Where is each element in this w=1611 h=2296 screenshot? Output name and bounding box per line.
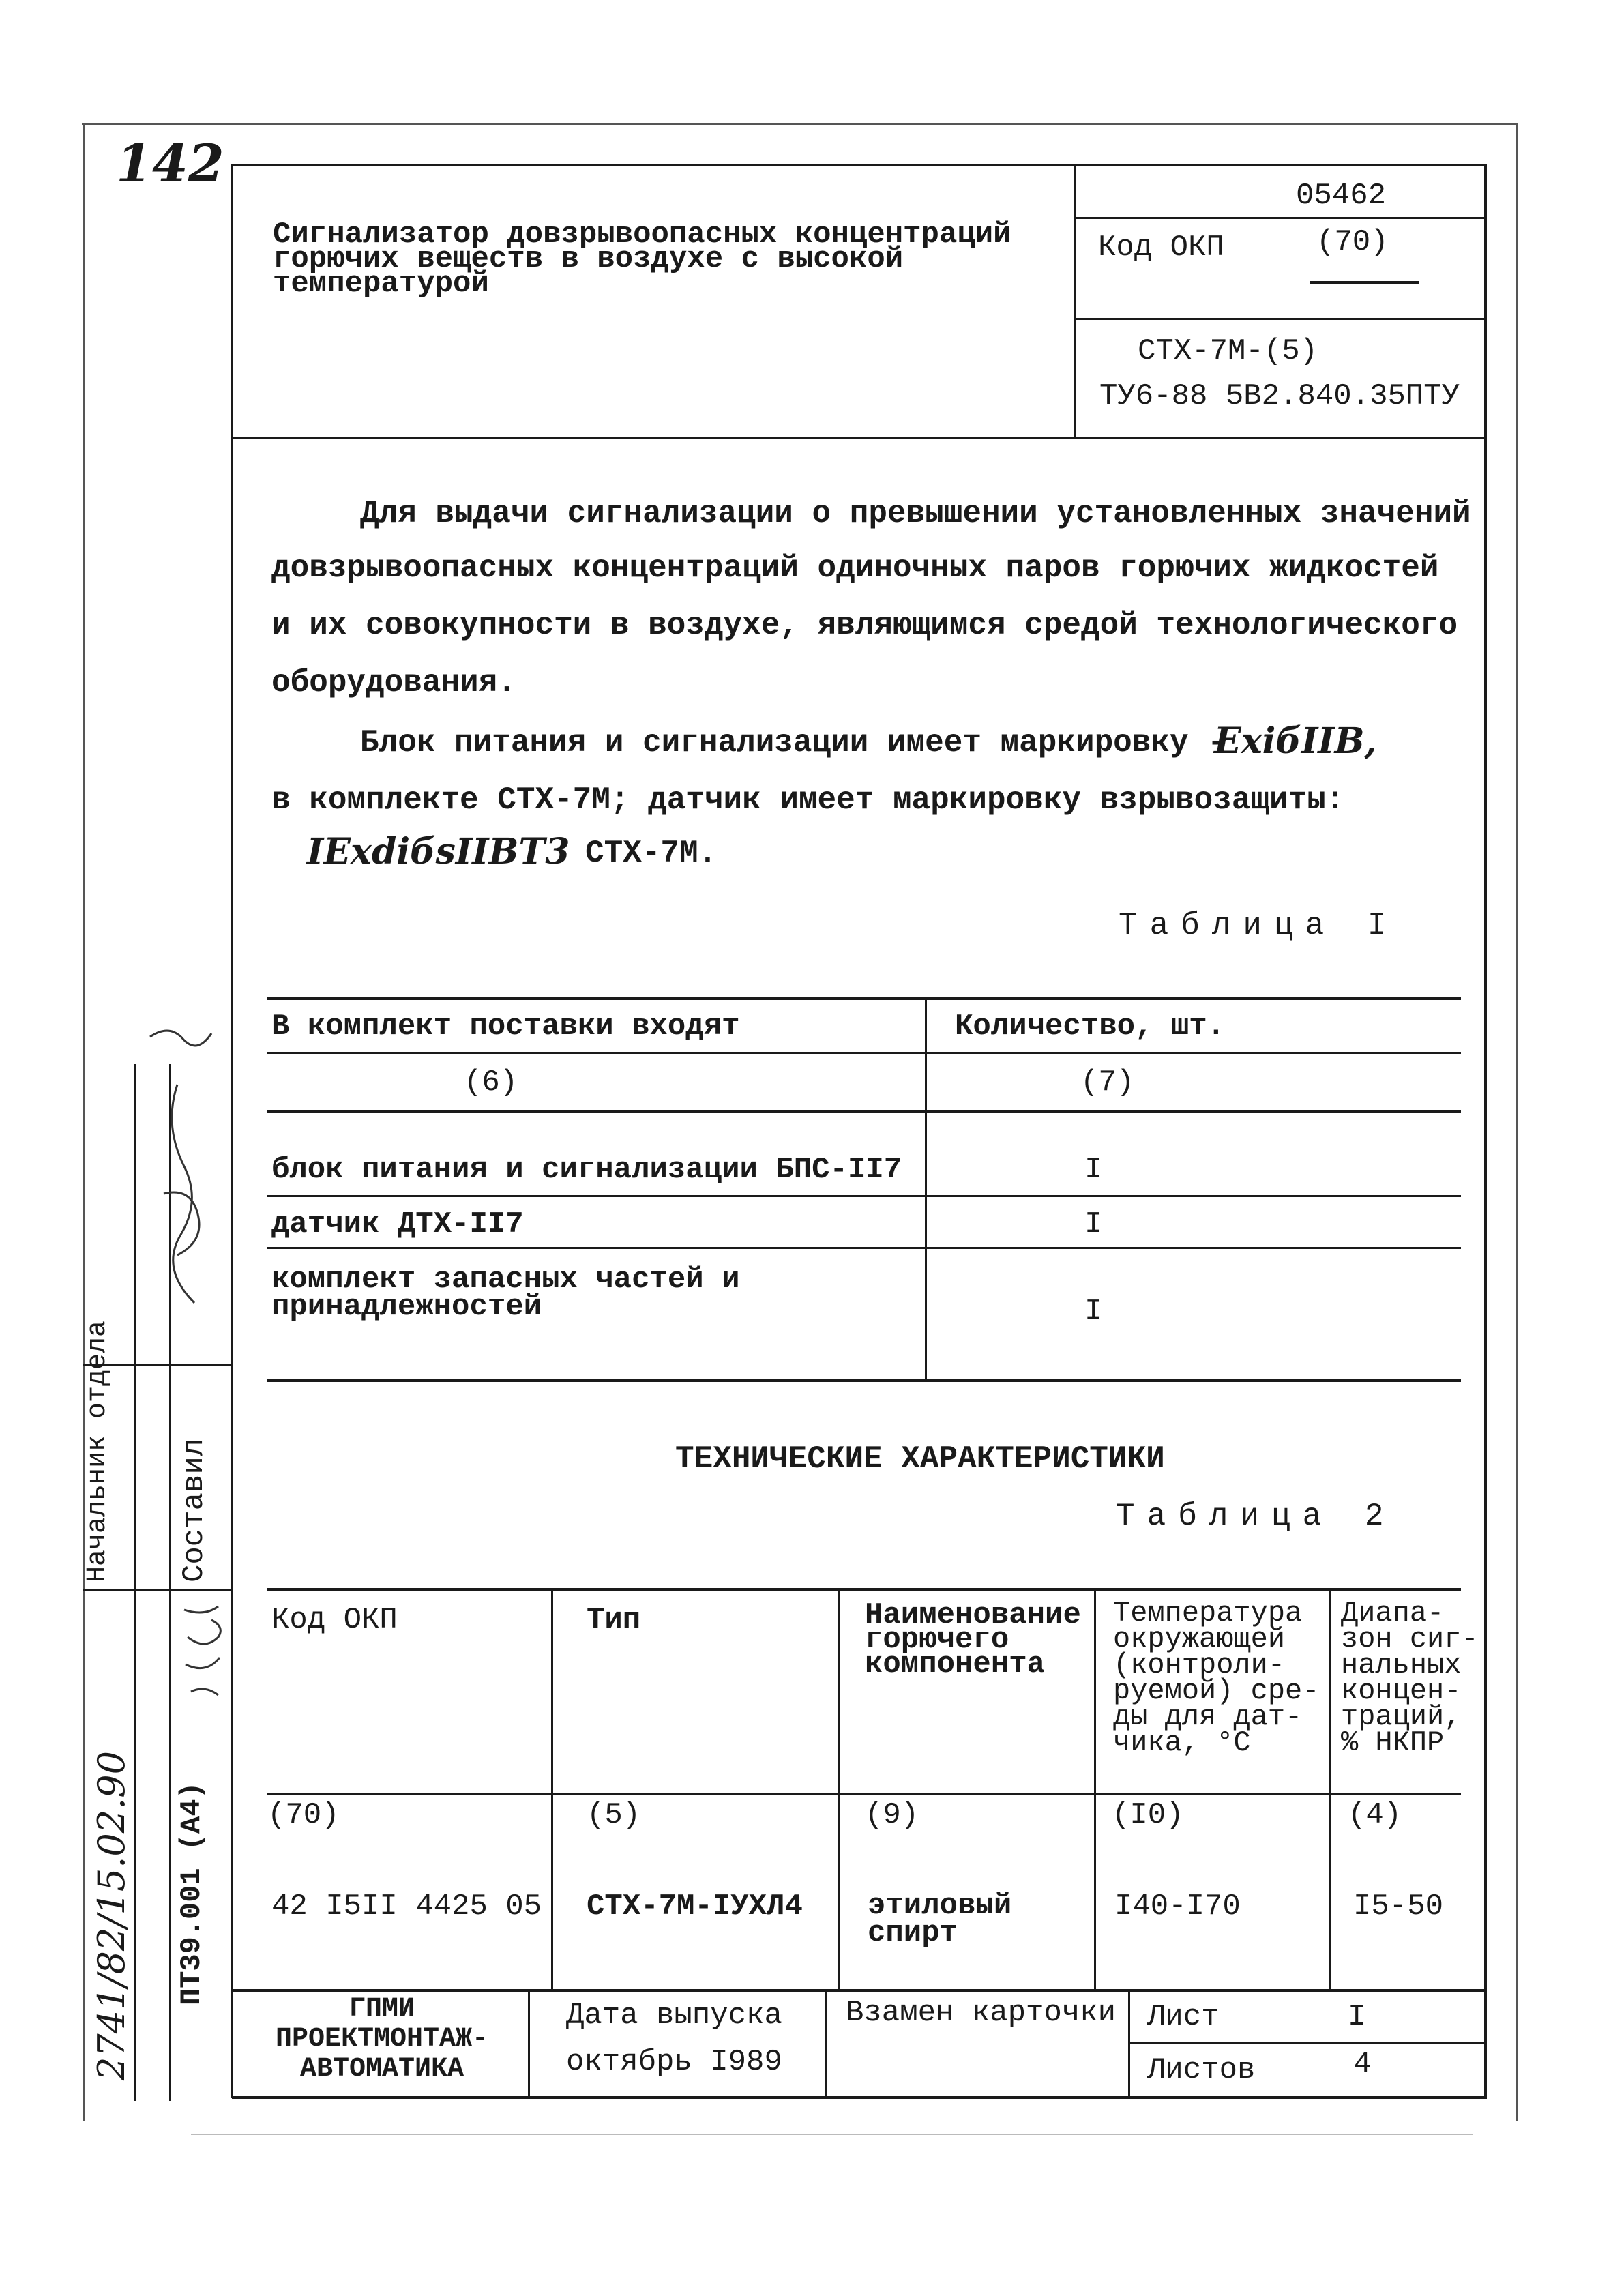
sheet-value: I xyxy=(1348,2000,1366,2034)
table1-code-qty: (7) xyxy=(1080,1065,1135,1100)
intro-line-7: СТХ-7М. xyxy=(585,836,718,871)
marking-sensor: IExdiбsIIBT3 xyxy=(307,831,570,872)
table2-caption: Таблица 2 xyxy=(1116,1499,1396,1534)
table2-header-line xyxy=(267,1793,1461,1795)
intro-line-1: Для выдачи сигнализации о превышении установленных значений xyxy=(360,496,1471,531)
table2-code-okp: (70) xyxy=(267,1798,340,1832)
table1-code-item: (6) xyxy=(464,1065,518,1100)
header-divider xyxy=(1074,164,1076,437)
intro-line-5: Блок питания и сигнализации имеет маркировку - xyxy=(360,725,1226,761)
table2-code-range: (4) xyxy=(1348,1798,1402,1832)
header-right-line-1 xyxy=(1075,217,1487,219)
table2-code-component: (9) xyxy=(865,1798,919,1832)
frame-left xyxy=(83,123,85,2121)
table1-bottom xyxy=(267,1379,1461,1382)
table1-row-qty: I xyxy=(1084,1153,1103,1187)
intro-line-2: довзрывоопасных концентраций одиночных паров горючих жидкостей xyxy=(271,550,1439,586)
table1-row-item: датчик ДТХ-II7 xyxy=(271,1207,524,1241)
table2-top xyxy=(267,1588,1461,1591)
content-left xyxy=(231,164,233,2098)
table1-caption: Таблица I xyxy=(1119,908,1399,943)
signature-head xyxy=(136,1023,225,1337)
table2-header-component: Наименование горючего компонента xyxy=(865,1598,1081,1681)
table2-value-type: СТХ-7М-IУХЛ4 xyxy=(587,1889,803,1924)
intro-line-4: оборудования. xyxy=(271,665,516,701)
header-bottom-line xyxy=(232,437,1487,439)
table2-header-okp: Код ОКП xyxy=(271,1603,398,1637)
content-bottom xyxy=(232,2096,1487,2099)
table1-header-qty: Количество, шт. xyxy=(955,1010,1226,1044)
table2-col-divider-3 xyxy=(1094,1588,1096,1990)
table2-code-type: (5) xyxy=(587,1798,641,1832)
table1-row2-line xyxy=(267,1247,1461,1249)
content-top xyxy=(232,164,1487,166)
table1-row-qty: I xyxy=(1084,1295,1103,1329)
table2-value-component: этиловый спирт xyxy=(868,1889,1012,1950)
sheet-label: Лист xyxy=(1147,2000,1220,2034)
table2-header-range: Диапа- зон сиг- нальных концен- траций, % НКПР xyxy=(1341,1597,1479,1759)
table2-col-divider-2 xyxy=(838,1588,840,1990)
scan-edge-bottom xyxy=(191,2134,1473,2135)
margin-cross-2 xyxy=(83,1589,231,1591)
table2-code-temperature: (I0) xyxy=(1112,1798,1184,1832)
header-right-line-2 xyxy=(1075,318,1487,320)
compiled-by-label: Составил xyxy=(177,1438,211,1583)
okp-underline xyxy=(1310,281,1419,284)
footer-top xyxy=(232,1989,1487,1992)
frame-top xyxy=(82,123,1518,125)
intro-line-3: и их совокупности в воздухе, являющимся средой технологического xyxy=(271,608,1458,643)
product-title: Сигнализатор довзрывоопасных концентраций горючих веществ в воздухе с высокой температурой xyxy=(273,218,1011,301)
table2-value-okp: 42 I5II 4425 05 xyxy=(271,1889,542,1924)
table2-value-range: I5-50 xyxy=(1353,1889,1444,1924)
replaces-card-label: Взамен карточки xyxy=(846,1996,1117,2030)
handwritten-registration-number: 2741/82/15.02.90 xyxy=(90,1751,133,2080)
sheets-value: 4 xyxy=(1353,2048,1372,2082)
table2-col-divider-1 xyxy=(551,1588,553,1990)
table2-header-type: Тип xyxy=(587,1603,641,1637)
table1-codes-line xyxy=(267,1110,1461,1113)
table1-row-qty: I xyxy=(1084,1207,1103,1241)
footer-divider-1 xyxy=(528,1989,530,2098)
table1-header-line xyxy=(267,1052,1461,1054)
table2-header-temperature: Температура окружающей (контроли- руемой) сре- ды для дат- чика, °С xyxy=(1113,1597,1320,1759)
margin-line-1 xyxy=(134,1064,136,2101)
spec-code: ТУ6-88 5В2.840.35ПТУ xyxy=(1099,379,1460,413)
document-reference: ПТ39.001 (А4) xyxy=(175,1782,208,2005)
table2-col-divider-4 xyxy=(1329,1588,1331,1990)
footer-divider-2 xyxy=(825,1989,827,2098)
release-date-label: Дата выпуска xyxy=(566,1999,782,2033)
organization-name: ГПМИ ПРОЕКТМОНТАЖ- АВТОМАТИКА xyxy=(275,1994,489,2085)
okp-ref: (70) xyxy=(1316,225,1389,259)
table1-header-item: В комплект поставки входят xyxy=(271,1010,740,1044)
signature-date xyxy=(177,1596,232,1705)
table1-row1-line xyxy=(267,1195,1461,1197)
sheets-label: Листов xyxy=(1147,2053,1256,2087)
marking-power-block: ExiбIIB, xyxy=(1214,720,1377,762)
frame-right xyxy=(1516,123,1518,2121)
head-of-department-label: Начальник отдела xyxy=(83,1320,113,1583)
table1-col-divider xyxy=(925,997,927,1382)
product-code: 05462 xyxy=(1296,179,1387,213)
section-title: ТЕХНИЧЕСКИЕ ХАРАКТЕРИСТИКИ xyxy=(675,1441,1165,1477)
intro-line-6: в комплекте СТХ-7М; датчик имеет маркировку взрывозащиты: xyxy=(271,782,1345,818)
okp-label: Код ОКП xyxy=(1098,231,1224,265)
model-code: СТХ-7М-(5) xyxy=(1138,334,1318,368)
table2-value-temperature: I40-I70 xyxy=(1114,1889,1241,1924)
table1-top xyxy=(267,997,1461,1000)
release-date-value: октябрь I989 xyxy=(566,2045,782,2079)
footer-sheet-line xyxy=(1128,2042,1487,2044)
table1-row-item: блок питания и сигнализации БПС-II7 xyxy=(271,1153,902,1187)
table1-row-item: комплект запасных частей и принадлежностей xyxy=(271,1263,740,1324)
page-number: 142 xyxy=(116,133,224,194)
content-right xyxy=(1484,164,1487,2098)
